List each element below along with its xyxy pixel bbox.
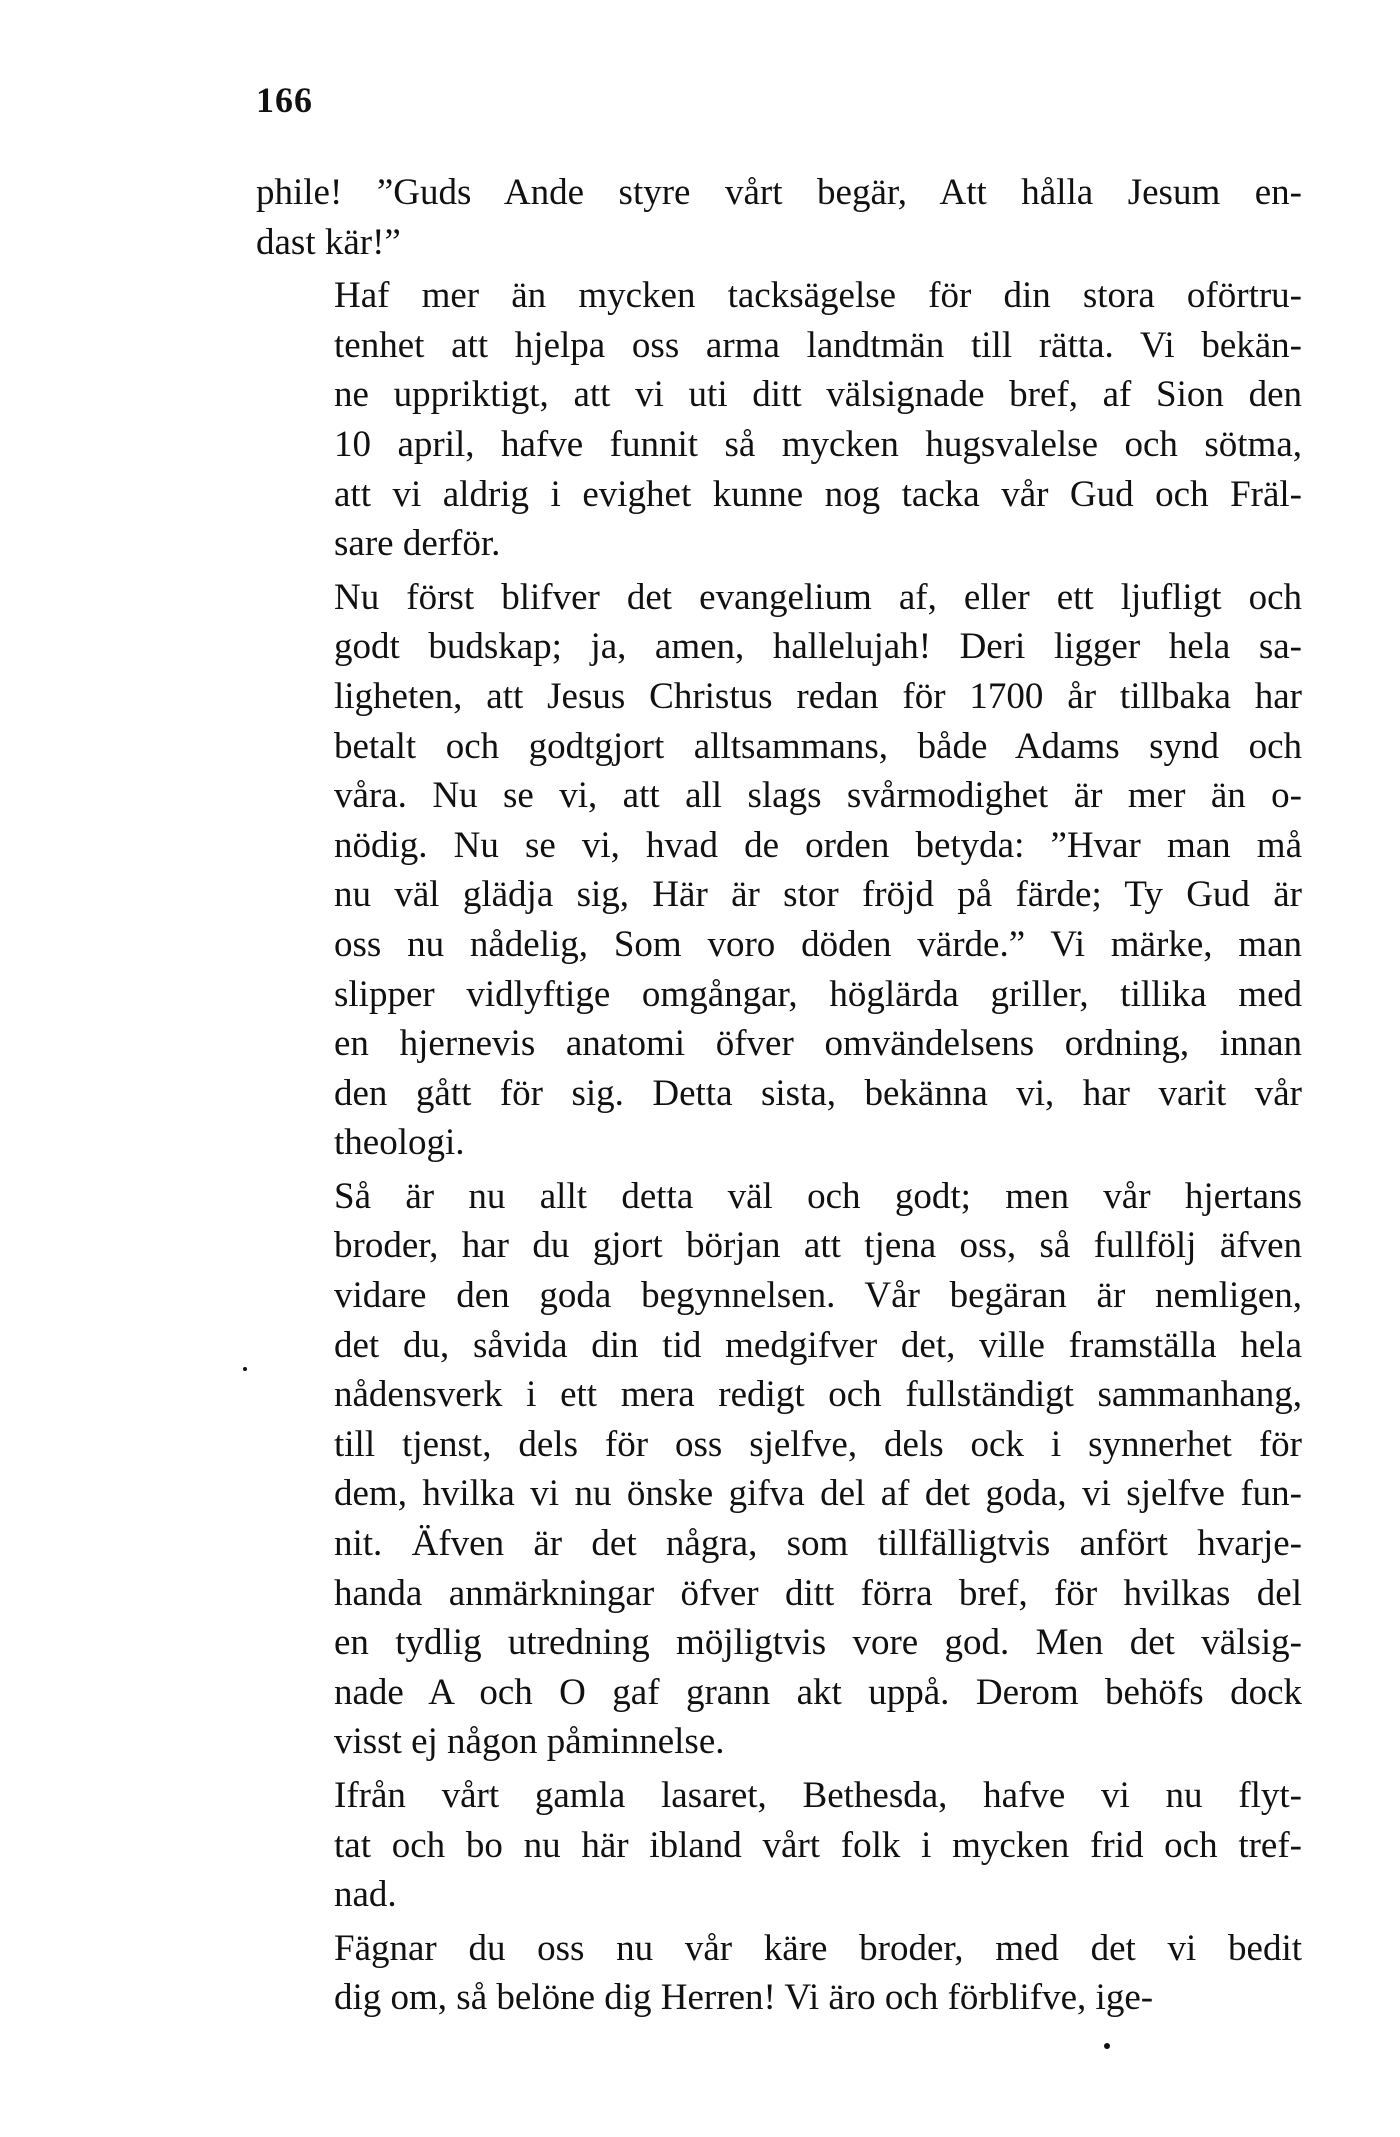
text-line: visst ej någon påminnelse. [334,1721,725,1763]
text-line: betalt och godtgjort alltsammans, både Adams synd och [334,725,1302,767]
text-line: Nu först blifver det evangelium af, eller ett ljufligt och [334,576,1302,618]
text-line: handa anmärkningar öfver ditt förra bref, för hvilkas del [334,1572,1302,1614]
text-line: nu väl glädja sig, Här är stor fröjd på färde; Ty Gud är [334,874,1302,916]
text-line: ligheten, att Jesus Christus redan för 1700 år tillbaka har [334,675,1302,717]
text-line: den gått för sig. Detta sista, bekänna vi, har varit vår [334,1072,1302,1114]
text-line: dem, hvilka vi nu önske gifva del af det goda, vi sjelfve fun- [334,1473,1302,1515]
text-line: nådensverk i ett mera redigt och fullständigt sammanhang, [334,1374,1302,1416]
text-line: dast kär!” [256,221,401,263]
text-line: dig om, så belöne dig Herren! Vi äro och förblifve, ige- [334,1977,1154,2019]
stray-ink-mark [1104,2043,1110,2049]
text-line: Ifrån vårt gamla lasaret, Bethesda, hafve vi nu flyt- [334,1775,1302,1816]
text-line: tenhet att hjelpa oss arma landtmän till rätta. Vi bekän- [334,324,1302,366]
text-line: sare derför. [334,523,501,565]
text-line: att vi aldrig i evighet kunne nog tacka vår Gud och Fräl- [334,473,1302,515]
text-line: broder, har du gjort början att tjena oss, så fullfölj äfven [334,1225,1302,1267]
paragraph [256,1924,1302,2023]
text-line: till tjenst, dels för oss sjelfve, dels ock i synnerhet för [334,1423,1302,1465]
text-line: godt budskap; ja, amen, hallelujah! Deri ligger hela sa- [334,626,1302,668]
text-line: Fägnar du oss nu vår käre broder, med det vi bedit [334,1927,1302,1969]
text-line: Haf mer än mycken tacksägelse för din stora oförtru- [334,275,1302,317]
text-line: nit. Äfven är det några, som tillfälligtvis anfört hvarje- [334,1523,1302,1565]
paragraph [256,271,1302,569]
text-line: vidare den goda begynnelsen. Vår begäran är nemligen, [334,1275,1302,1317]
stray-ink-mark [243,1367,247,1371]
text-line: Så är nu allt detta väl och godt; men vår hjertans [334,1175,1302,1217]
paragraph [256,1771,1302,1920]
text-line: ne uppriktigt, att vi uti ditt välsignade bref, af Sion den [334,374,1302,416]
text-line: 10 april, hafve funnit så mycken hugsvalelse och sötma, [334,423,1302,465]
text-line: phile! ”Guds Ande styre vårt begär, Att hålla Jesum en- [256,172,1302,213]
text-line: theologi. [334,1122,465,1164]
paragraph [256,168,1302,267]
text-line: tat och bo nu här ibland vårt folk i mycken frid och tref- [334,1824,1302,1866]
text-line: det du, såvida din tid medgifver det, ville framställa hela [334,1324,1302,1366]
page-number: 166 [256,80,313,120]
paragraph [256,1172,1302,1767]
text-line: en tydlig utredning möjligtvis vore god. Men det välsig- [334,1622,1302,1664]
text-line: oss nu nådelig, Som voro döden värde.” Vi märke, man [334,923,1302,965]
paragraph [256,573,1302,1168]
text-line: nad. [334,1874,397,1916]
body-text [256,168,1302,2027]
text-line: nödig. Nu se vi, hvad de orden betyda: ”Hvar man må [334,824,1302,866]
text-line: slipper vidlyftige omgångar, höglärda griller, tillika med [334,973,1302,1015]
text-line: nade A och O gaf grann akt uppå. Derom behöfs dock [334,1671,1302,1713]
text-line: våra. Nu se vi, att all slags svårmodighet är mer än o- [334,775,1302,817]
text-line: en hjernevis anatomi öfver omvändelsens ordning, innan [334,1023,1302,1065]
